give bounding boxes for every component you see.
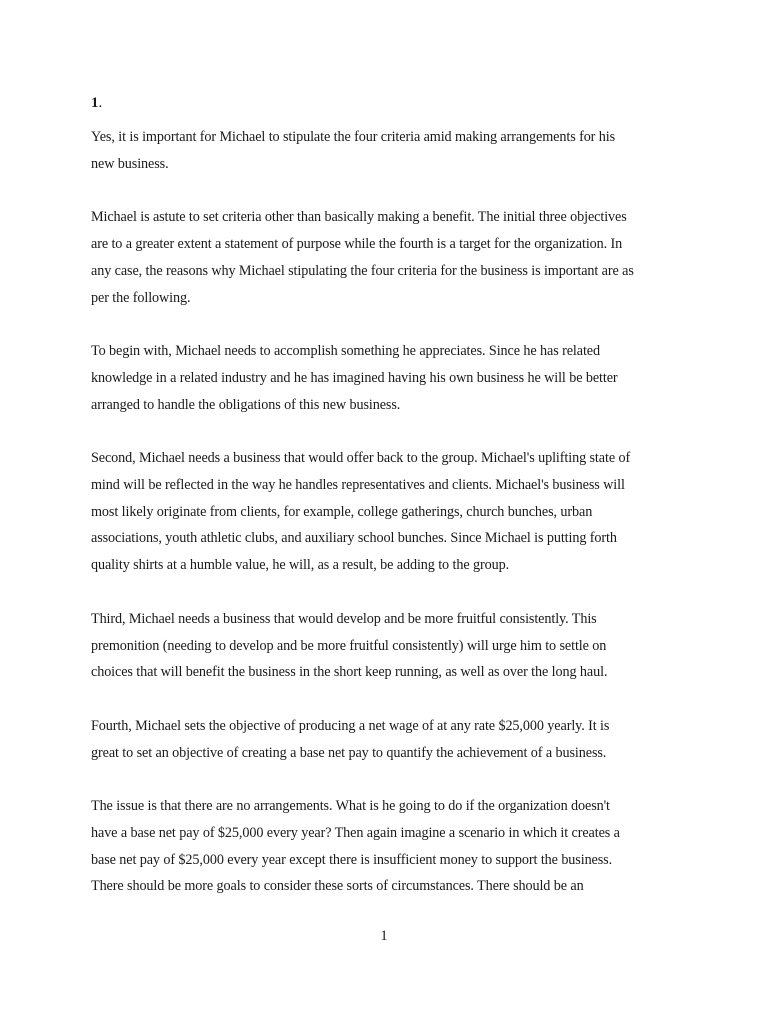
text-line: quality shirts at a humble value, he will, as a result, be adding to the group. (91, 557, 510, 574)
text-line: are to a greater extent a statement of purpose while the fourth is a target for the organization. In (91, 236, 623, 253)
text-line: The issue is that there are no arrangements. What is he going to do if the organization doesn't (91, 798, 610, 815)
text-line: To begin with, Michael needs to accomplish something he appreciates. Since he has related (91, 343, 600, 360)
section-heading (91, 94, 102, 112)
paragraph (91, 445, 691, 579)
paragraph (91, 606, 691, 686)
section-number: 1 (91, 95, 99, 111)
paragraph (91, 793, 691, 900)
text-line: Michael is astute to set criteria other than basically making a benefit. The initial three objectives (91, 209, 627, 226)
paragraph (91, 124, 691, 177)
text-line: Second, Michael needs a business that would offer back to the group. Michael's uplifting state of (91, 450, 631, 467)
text-line: per the following. (91, 289, 191, 306)
paragraph (91, 713, 691, 766)
text-line: have a base net pay of $25,000 every year? Then again imagine a scenario in which it creates a (91, 825, 620, 842)
text-line: new business. (91, 155, 169, 172)
section-number-punct: . (98, 95, 103, 111)
text-line: most likely originate from clients, for example, college gatherings, church bunches, urban (91, 503, 593, 520)
text-line: any case, the reasons why Michael stipulating the four criteria for the business is important are as (91, 262, 634, 279)
text-line: choices that will benefit the business in the short keep running, as well as over the long haul. (91, 664, 608, 681)
text-line: great to set an objective of creating a base net pay to quantify the achievement of a business. (91, 744, 607, 761)
text-line: premonition (needing to develop and be more fruitful consistently) will urge him to settle on (91, 637, 607, 654)
body-text (91, 124, 691, 927)
paragraph (91, 204, 691, 311)
text-line: Fourth, Michael sets the objective of producing a net wage of at any rate $25,000 yearly. It is (91, 717, 610, 734)
text-line: base net pay of $25,000 every year except there is insufficient money to support the business. (91, 851, 613, 868)
text-line: arranged to handle the obligations of this new business. (91, 396, 401, 413)
text-line: Third, Michael needs a business that would develop and be more fruitful consistently. This (91, 610, 597, 627)
text-line: knowledge in a related industry and he has imagined having his own business he will be better (91, 369, 618, 386)
text-line: mind will be reflected in the way he handles representatives and clients. Michael's business will (91, 477, 625, 494)
text-line: There should be more goals to consider these sorts of circumstances. There should be an (91, 878, 584, 895)
text-line: associations, youth athletic clubs, and auxiliary school bunches. Since Michael is putting forth (91, 530, 617, 547)
page-number: 1 (380, 928, 388, 944)
paragraph (91, 338, 691, 418)
text-line: Yes, it is important for Michael to stipulate the four criteria amid making arrangements for his (91, 129, 616, 145)
